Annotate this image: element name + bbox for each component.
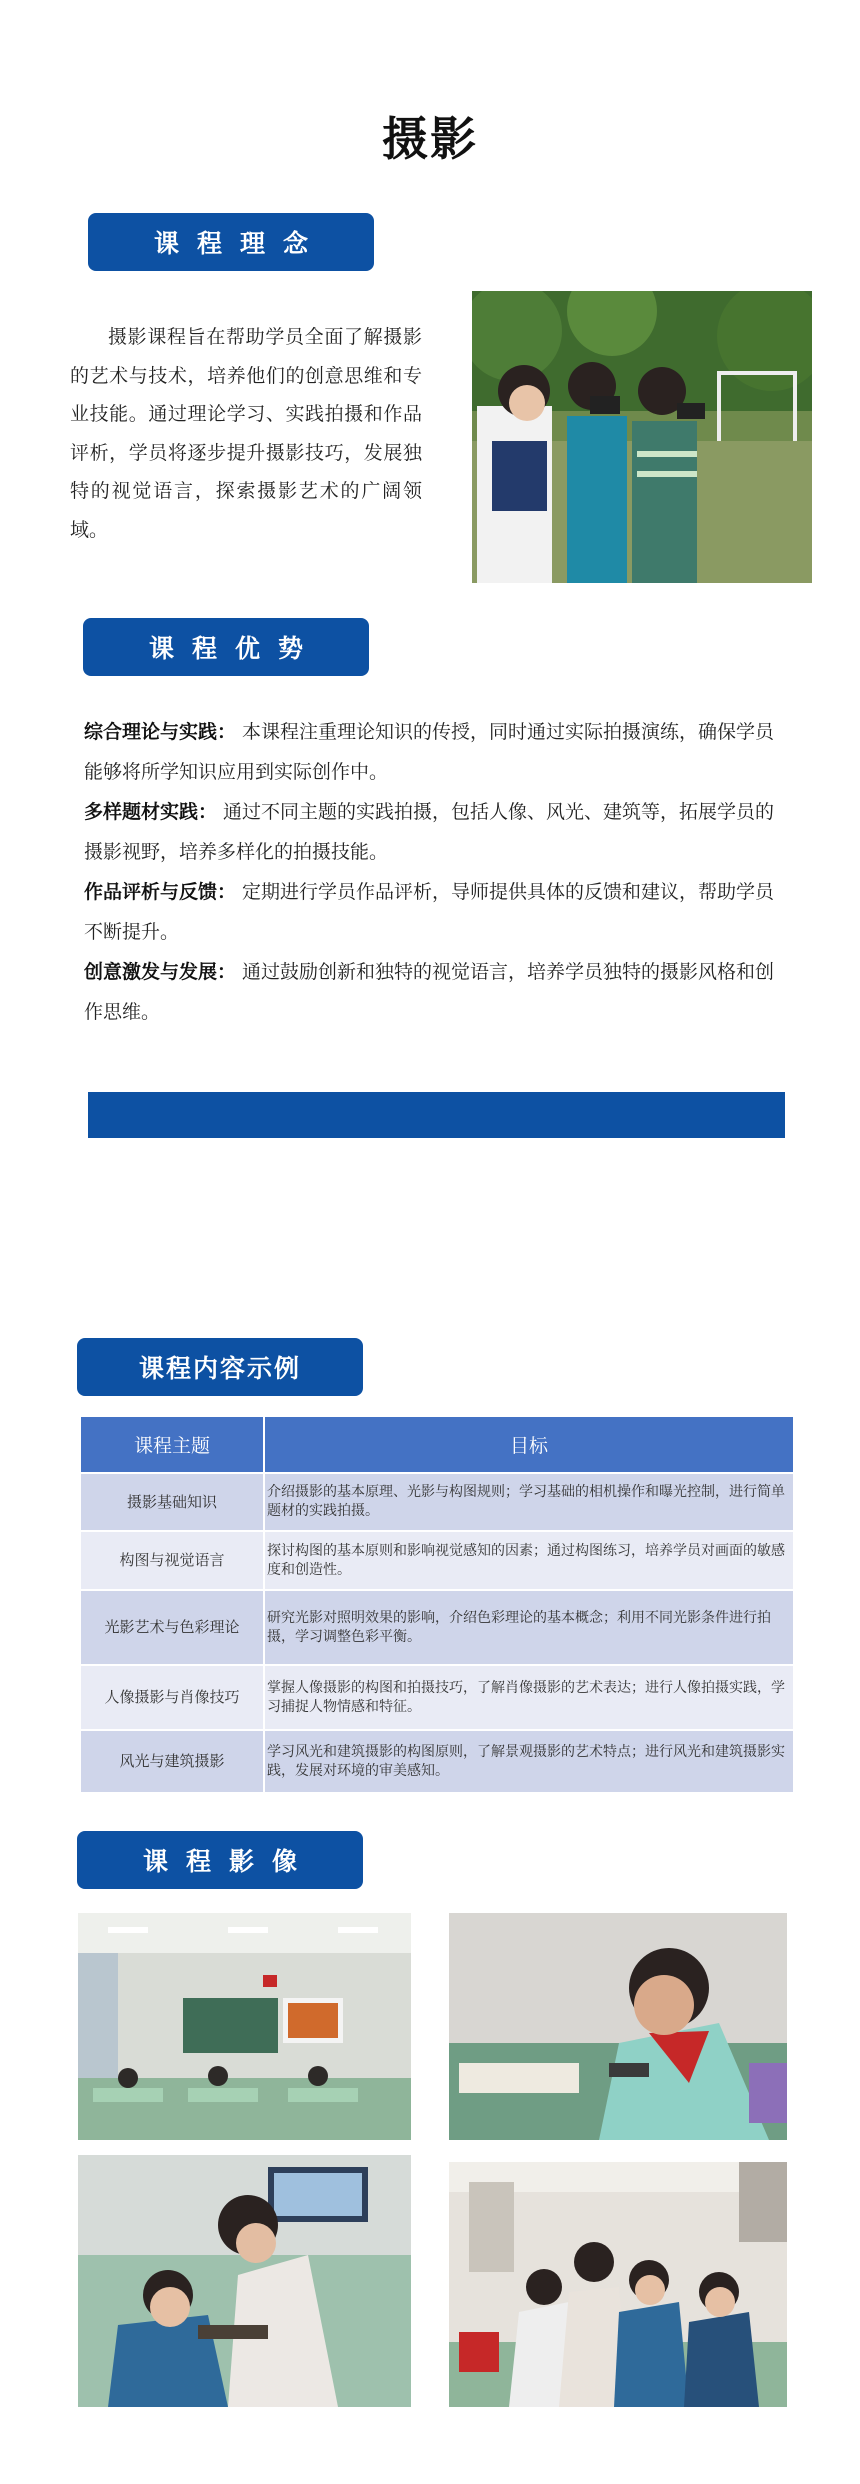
table-row (80, 1665, 794, 1730)
goal-cell: 探讨构图的基本原则和影响视觉感知的因素；通过构图练习，培养学员对画面的敏感度和创造性。 (264, 1531, 794, 1590)
topic-cell: 人像摄影与肖像技巧 (80, 1665, 264, 1730)
girl-with-camera-photo (449, 1913, 787, 2140)
section-divider-bar (88, 1092, 785, 1138)
topic-cell: 摄影基础知识 (80, 1473, 264, 1531)
topic-cell: 光影艺术与色彩理论 (80, 1590, 264, 1665)
advantage-text: 定期进行学员作品评析，导师提供具体的反馈和建议，帮助学员不断提升。 (84, 881, 775, 943)
course-content-table (79, 1415, 795, 1794)
teacher-and-student-photo (78, 2155, 411, 2407)
section-heading-content-examples: 课程内容示例 (77, 1338, 363, 1396)
advantage-text: 通过不同主题的实践拍摄，包括人像、风光、建筑等，拓展学员的摄影视野，培养多样化的拍摄技能。 (84, 801, 775, 863)
section-heading-advantages: 课程优势 (83, 618, 369, 676)
goal-cell: 掌握人像摄影的构图和拍摄技巧，了解肖像摄影的艺术表达；进行人像拍摄实践，学习捕捉人物情感和特征。 (264, 1665, 794, 1730)
topic-cell: 构图与视觉语言 (80, 1531, 264, 1590)
column-header-goal: 目标 (264, 1416, 794, 1473)
advantages-list (84, 712, 780, 1032)
column-header-topic: 课程主题 (80, 1416, 264, 1473)
students-with-cameras-photo (472, 291, 812, 583)
goal-cell: 学习风光和建筑摄影的构图原则，了解景观摄影的艺术特点；进行风光和建筑摄影实践，发展对环境的审美感知。 (264, 1730, 794, 1793)
philosophy-paragraph: 摄影课程旨在帮助学员全面了解摄影的艺术与技术，培养他们的创意思维和专业技能。通过理论学习、实践拍摄和作品评析，学员将逐步提升摄影技巧，发展独特的视觉语言，探索摄影艺术的广阔领域。 (70, 326, 422, 541)
table-row (80, 1590, 794, 1665)
group-students-photo (449, 2162, 787, 2407)
goal-cell: 介绍摄影的基本原理、光影与构图规则；学习基础的相机操作和曝光控制，进行简单题材的实践拍摄。 (264, 1473, 794, 1531)
advantage-item (84, 952, 780, 1032)
advantage-item (84, 712, 780, 792)
table-header-row (80, 1416, 794, 1473)
advantage-text: 本课程注重理论知识的传授，同时通过实际拍摄演练，确保学员能够将所学知识应用到实际创作中。 (84, 721, 775, 783)
advantage-title: 综合理论与实践： (84, 721, 237, 743)
table-row (80, 1531, 794, 1590)
table-row (80, 1473, 794, 1531)
advantage-item (84, 872, 780, 952)
classroom-photo (78, 1913, 411, 2140)
section-heading-philosophy: 课程理念 (88, 213, 374, 271)
advantage-title: 创意激发与发展： (84, 961, 237, 983)
topic-cell: 风光与建筑摄影 (80, 1730, 264, 1793)
advantage-text: 通过鼓励创新和独特的视觉语言，培养学员独特的摄影风格和创作思维。 (84, 961, 775, 1023)
page-title: 摄影 (382, 112, 478, 166)
goal-cell: 研究光影对照明效果的影响，介绍色彩理论的基本概念；利用不同光影条件进行拍摄，学习调整色彩平衡。 (264, 1590, 794, 1665)
table-row (80, 1730, 794, 1793)
advantage-title: 多样题材实践： (84, 801, 218, 823)
advantage-item (84, 792, 780, 872)
section-heading-gallery: 课程影像 (77, 1831, 363, 1889)
advantage-title: 作品评析与反馈： (84, 881, 237, 903)
